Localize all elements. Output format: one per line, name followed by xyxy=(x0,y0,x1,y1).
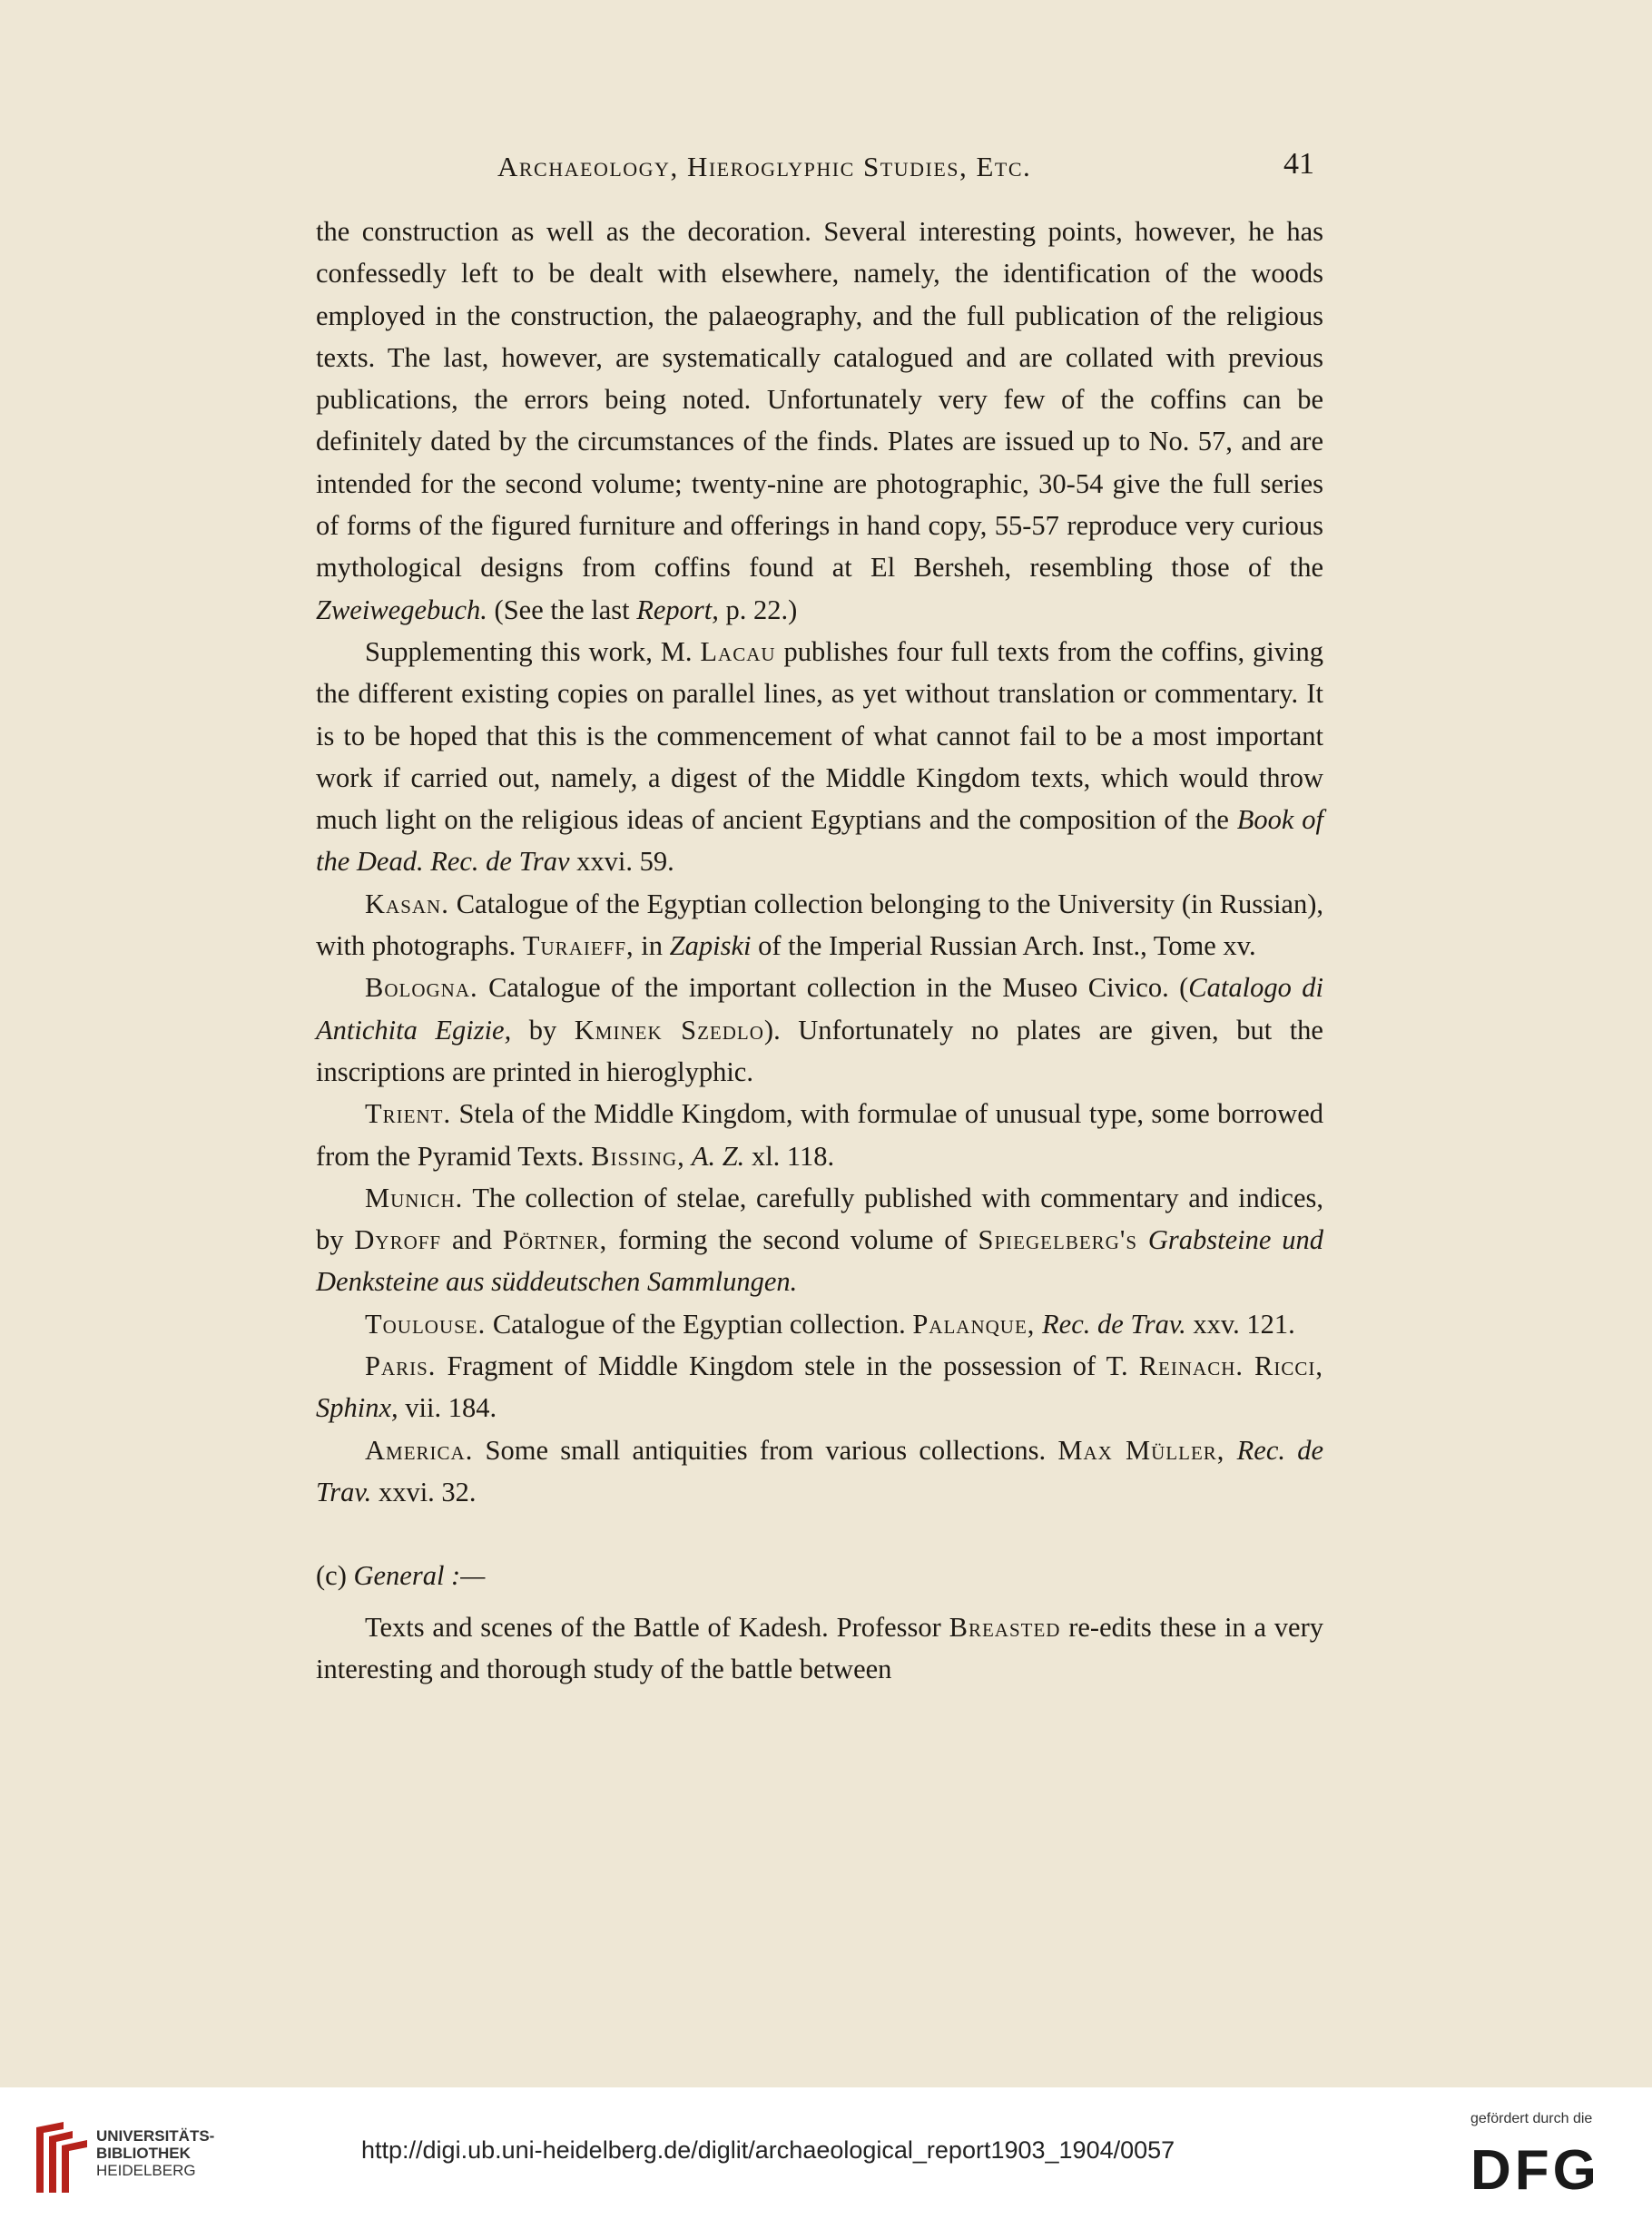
paragraph-lacau: Supplementing this work, M. Lacau publishes four full texts from the coffins, giving the different existing copies on parallel lines, as yet without translation or commentary. It is to be hoped that this is the commencement of what cannot fail to be a most important work if carried out, namely, a digest of the Middle Kingdom texts, which would throw much light on the religious ideas of ancient Egyptians and the composition of the Book of the Dead. Rec. de Trav xxvi. 59. xyxy=(316,635,1323,878)
paragraph-bologna: Bologna. Catalogue of the important collection in the Museo Civico. (Catalogo di Antichita Egizie, by Kminek Szedlo). Unfortunately no plates are given, but the inscriptions are printed in hieroglyphic. xyxy=(316,972,1323,1087)
page-number: 41 xyxy=(1283,147,1314,181)
library-name: UNIVERSITÄTS- BIBLIOTHEK HEIDELBERG xyxy=(96,2127,215,2179)
paragraph-trient: Trient. Stela of the Middle Kingdom, with formulae of unusual type, some borrowed from the Pyramid Texts. Bissing, A. Z. xl. 118. xyxy=(316,1098,1323,1172)
body-text xyxy=(316,211,1323,1690)
dfg-logo: DFG xyxy=(1470,2139,1600,2202)
paragraph-kadesh: Texts and scenes of the Battle of Kadesh. Professor Breasted re-edits these in a very interesting and thorough study of the battle between xyxy=(316,1611,1323,1684)
paragraph-paris: Paris. Fragment of Middle Kingdom stele in the possession of T. Reinach. Ricci, Sphinx, vii. 184. xyxy=(316,1350,1324,1424)
section-heading: (c) General :— xyxy=(316,1560,486,1592)
running-title: Archaeology, Hieroglyphic Studies, Etc. xyxy=(497,151,1032,182)
paragraph-kasan: Kasan. Catalogue of the Egyptian collection belonging to the University (in Russian), with photographs. Turaieff, in Zapiski of the Imperial Russian Arch. Inst., Tome xv. xyxy=(316,888,1323,962)
paragraph-toulouse: Toulouse. Catalogue of the Egyptian collection. Palanque, Rec. de Trav. xxv. 121. xyxy=(365,1308,1295,1340)
paragraph-coffins-continued: the construction as well as the decoration. Several interesting points, however, he has confessedly left to be dealt with elsewhere, namely, the identification of the woods employed in the construction, the palaeography, and the full publication of the religious texts. The last, however, are systematically catalogued and are collated with previous publications, the errors being noted. Unfortunately very few of the coffins can be definitely dated by the circumstances of the finds. Plates are issued up to No. 57, and are intended for the second volume; twenty-nine are photographic, 30-54 give the full series of forms of the figured furniture and offerings in hand copy, 55-57 reproduce very curious mythological designs from coffins found at El Bersheh, resembling those of the Zweiwegebuch. (See the last Report, p. 22.) xyxy=(316,216,1323,625)
paragraph-america: America. Some small antiquities from various collections. Max Müller, Rec. de Trav. xxvi. 32. xyxy=(316,1434,1323,1507)
library-logo-icon xyxy=(33,2120,91,2196)
permalink[interactable]: http://digi.ub.uni-heidelberg.de/diglit/archaeological_report1903_1904/0057 xyxy=(361,2136,1175,2164)
paragraph-munich: Munich. The collection of stelae, carefully published with commentary and indices, by Dyroff and Pörtner, forming the second volume of Spiegelberg's Grabsteine und Denksteine aus süddeutschen Sammlungen. xyxy=(316,1182,1324,1298)
page-header xyxy=(497,143,1314,187)
funding-note: gefördert durch die xyxy=(1470,2111,1593,2126)
digitization-footer xyxy=(0,2087,1652,2219)
